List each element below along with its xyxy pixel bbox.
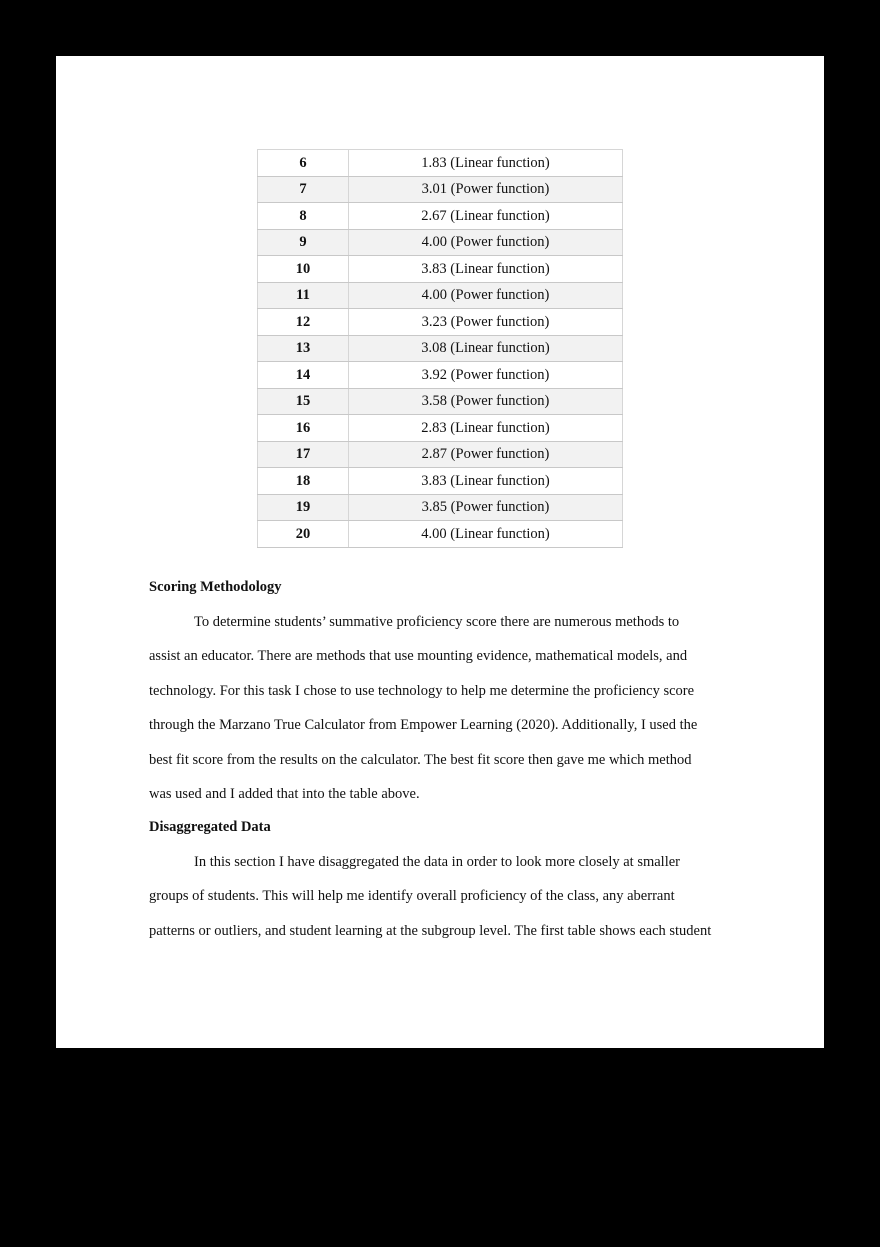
document-page <box>56 56 824 1048</box>
table-row <box>258 415 623 442</box>
score-cell: 3.83 (Linear function) <box>349 256 623 283</box>
student-number-cell: 6 <box>258 150 349 177</box>
proficiency-score-table <box>257 149 623 548</box>
score-cell: 2.67 (Linear function) <box>349 203 623 230</box>
section-heading-disaggregated-data: Disaggregated Data <box>149 819 271 835</box>
score-cell: 2.87 (Power function) <box>349 441 623 468</box>
text-line: best fit score from the results on the calculator. The best fit score then gave me which method <box>149 751 692 768</box>
text-line: To determine students’ summative proficiency score there are numerous methods to <box>194 614 680 630</box>
score-cell: 4.00 (Power function) <box>349 229 623 256</box>
student-number-cell: 9 <box>258 229 349 256</box>
text-line: was used and I added that into the table above. <box>149 785 420 802</box>
score-cell: 2.83 (Linear function) <box>349 415 623 442</box>
student-number-cell: 20 <box>258 521 349 548</box>
text-line: In this section I have disaggregated the data in order to look more closely at smaller <box>194 854 680 870</box>
table-row <box>258 203 623 230</box>
student-number-cell: 13 <box>258 335 349 362</box>
score-cell: 4.00 (Linear function) <box>349 521 623 548</box>
text-line: through the Marzano True Calculator from Empower Learning (2020). Additionally, I used the <box>149 717 698 734</box>
table-row <box>258 335 623 362</box>
score-cell: 3.85 (Power function) <box>349 494 623 521</box>
student-number-cell: 15 <box>258 388 349 415</box>
student-number-cell: 18 <box>258 468 349 495</box>
student-number-cell: 19 <box>258 494 349 521</box>
table-row <box>258 388 623 415</box>
score-cell: 3.23 (Power function) <box>349 309 623 336</box>
table-row <box>258 441 623 468</box>
score-cell: 3.58 (Power function) <box>349 388 623 415</box>
student-number-cell: 17 <box>258 441 349 468</box>
table-row <box>258 494 623 521</box>
score-cell: 3.83 (Linear function) <box>349 468 623 495</box>
table-row <box>258 176 623 203</box>
table-row <box>258 468 623 495</box>
paragraph-scoring-methodology <box>149 614 749 820</box>
student-number-cell: 12 <box>258 309 349 336</box>
table-row <box>258 150 623 177</box>
score-cell: 4.00 (Power function) <box>349 282 623 309</box>
table-row <box>258 521 623 548</box>
section-heading-scoring-methodology: Scoring Methodology <box>149 579 282 595</box>
student-number-cell: 7 <box>258 176 349 203</box>
score-cell: 3.01 (Power function) <box>349 176 623 203</box>
table-row <box>258 229 623 256</box>
student-number-cell: 8 <box>258 203 349 230</box>
student-number-cell: 16 <box>258 415 349 442</box>
student-number-cell: 14 <box>258 362 349 389</box>
text-line: assist an educator. There are methods that use mounting evidence, mathematical models, and <box>149 648 688 665</box>
score-cell: 3.08 (Linear function) <box>349 335 623 362</box>
table-row <box>258 256 623 283</box>
table-row <box>258 309 623 336</box>
table-row <box>258 282 623 309</box>
paragraph-disaggregated-data <box>149 854 749 957</box>
text-line: patterns or outliers, and student learning at the subgroup level. The first table shows each student <box>149 922 712 939</box>
text-line: groups of students. This will help me identify overall proficiency of the class, any aberrant <box>149 888 675 905</box>
table-row <box>258 362 623 389</box>
score-cell: 3.92 (Power function) <box>349 362 623 389</box>
student-number-cell: 11 <box>258 282 349 309</box>
score-cell: 1.83 (Linear function) <box>349 150 623 177</box>
text-line: technology. For this task I chose to use technology to help me determine the proficiency score <box>149 682 695 699</box>
student-number-cell: 10 <box>258 256 349 283</box>
